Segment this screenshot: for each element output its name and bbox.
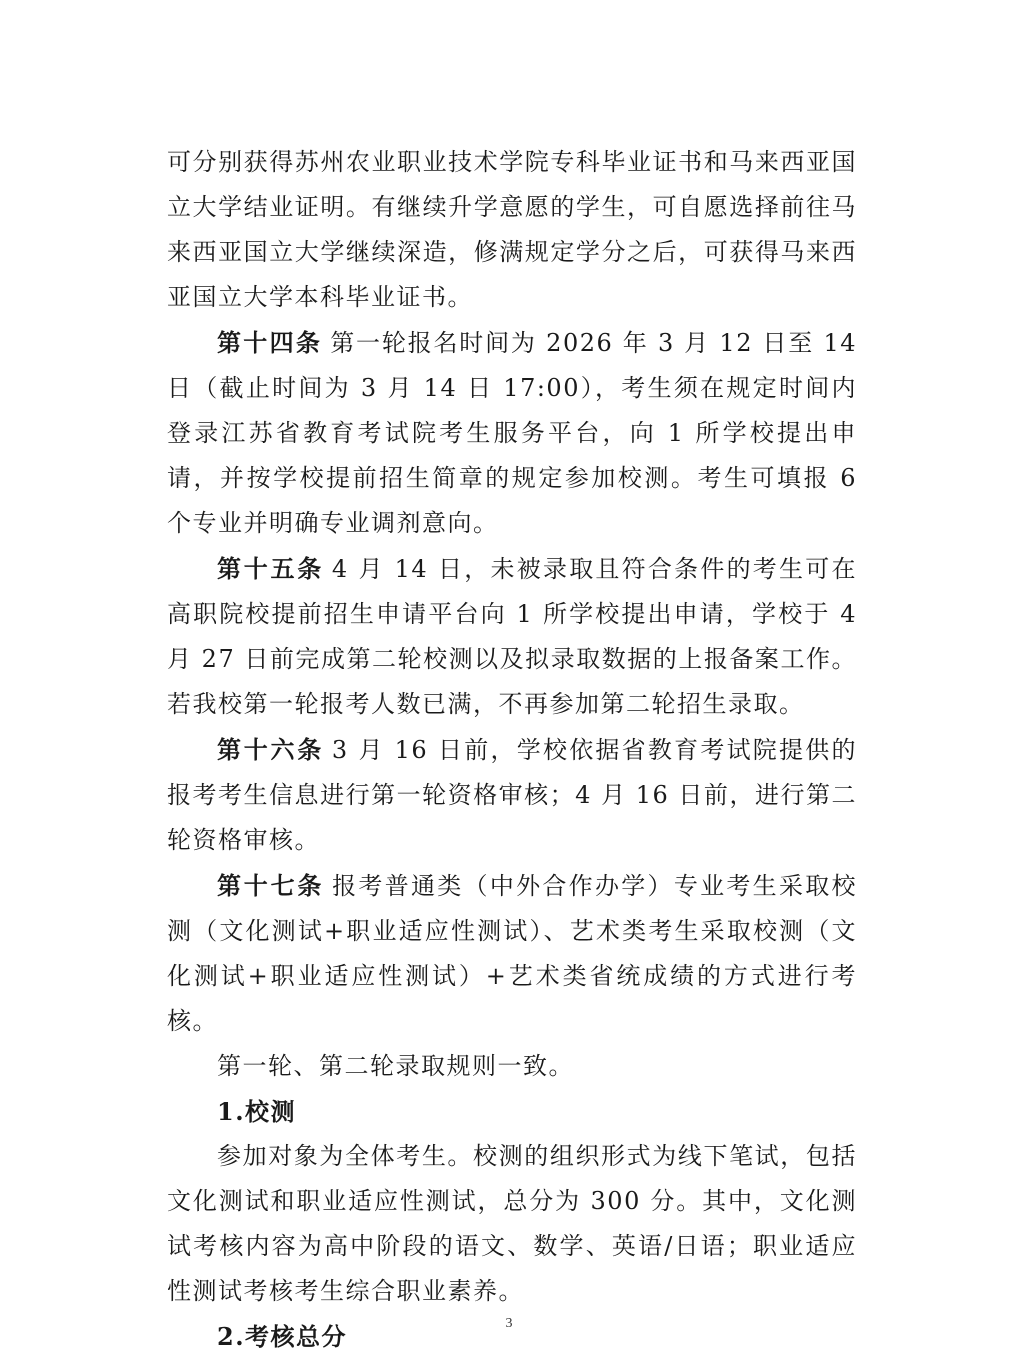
article-16-heading: 第十六条 xyxy=(217,735,324,764)
section-2-title: 2.考核总分 xyxy=(217,1322,348,1351)
article-17-text: 报考普通类（中外合作办学）专业考生采取校测（文化测试+职业适应性测试）、艺术类考生采取校测（文化测试+职业适应性测试）+艺术类省统成绩的方式进行考核。 xyxy=(167,872,858,1035)
article-17-heading: 第十七条 xyxy=(217,871,325,900)
section-1-text: 参加对象为全体考生。校测的组织形式为线下笔试，包括文化测试和职业适应性测试，总分为 300 分。其中，文化测试考核内容为高中阶段的语文、数学、英语/日语；职业适应性测试考核考生综合职业素养。 xyxy=(167,1142,857,1305)
article-14-text: 第一轮报名时间为 2026 年 3 月 12 日至 14 日（截止时间为 3 月 14 日 17:00），考生须在规定时间内登录江苏省教育考试院考生服务平台，向 1 所学校提出申请，并按学校提前招生简章的规定参加校测。考生可填报 6 个专业并明确专业调剂意向。 xyxy=(167,329,858,537)
paragraph-continuation: 可分别获得苏州农业职业技术学院专科毕业证书和马来西亚国立大学结业证明。有继续升学意愿的学生，可自愿选择前往马来西亚国立大学继续深造，修满规定学分之后，可获得马来西亚国立大学本科毕业证书。 xyxy=(167,148,857,311)
article-14 xyxy=(167,320,857,546)
document-body xyxy=(167,140,857,1359)
article-15-heading: 第十五条 xyxy=(217,554,324,583)
page-number: 3 xyxy=(505,1316,513,1331)
article-17 xyxy=(167,863,857,1044)
admission-rule-paragraph: 第一轮、第二轮录取规则一致。 xyxy=(217,1052,574,1080)
article-16-text: 3 月 16 日前，学校依据省教育考试院提供的报考考生信息进行第一轮资格审核；4 月 16 日前，进行第二轮资格审核。 xyxy=(167,736,857,854)
article-16 xyxy=(167,727,857,863)
section-1-title: 1.校测 xyxy=(217,1097,297,1126)
article-14-heading: 第十四条 xyxy=(217,328,323,357)
article-15-text: 4 月 14 日，未被录取且符合条件的考生可在高职院校提前招生申请平台向 1 所学校提出申请，学校于 4 月 27 日前完成第二轮校测以及拟录取数据的上报备案工作。若我校第一轮报考人数已满，不再参加第二轮招生录取。 xyxy=(167,555,857,718)
article-15 xyxy=(167,546,857,727)
